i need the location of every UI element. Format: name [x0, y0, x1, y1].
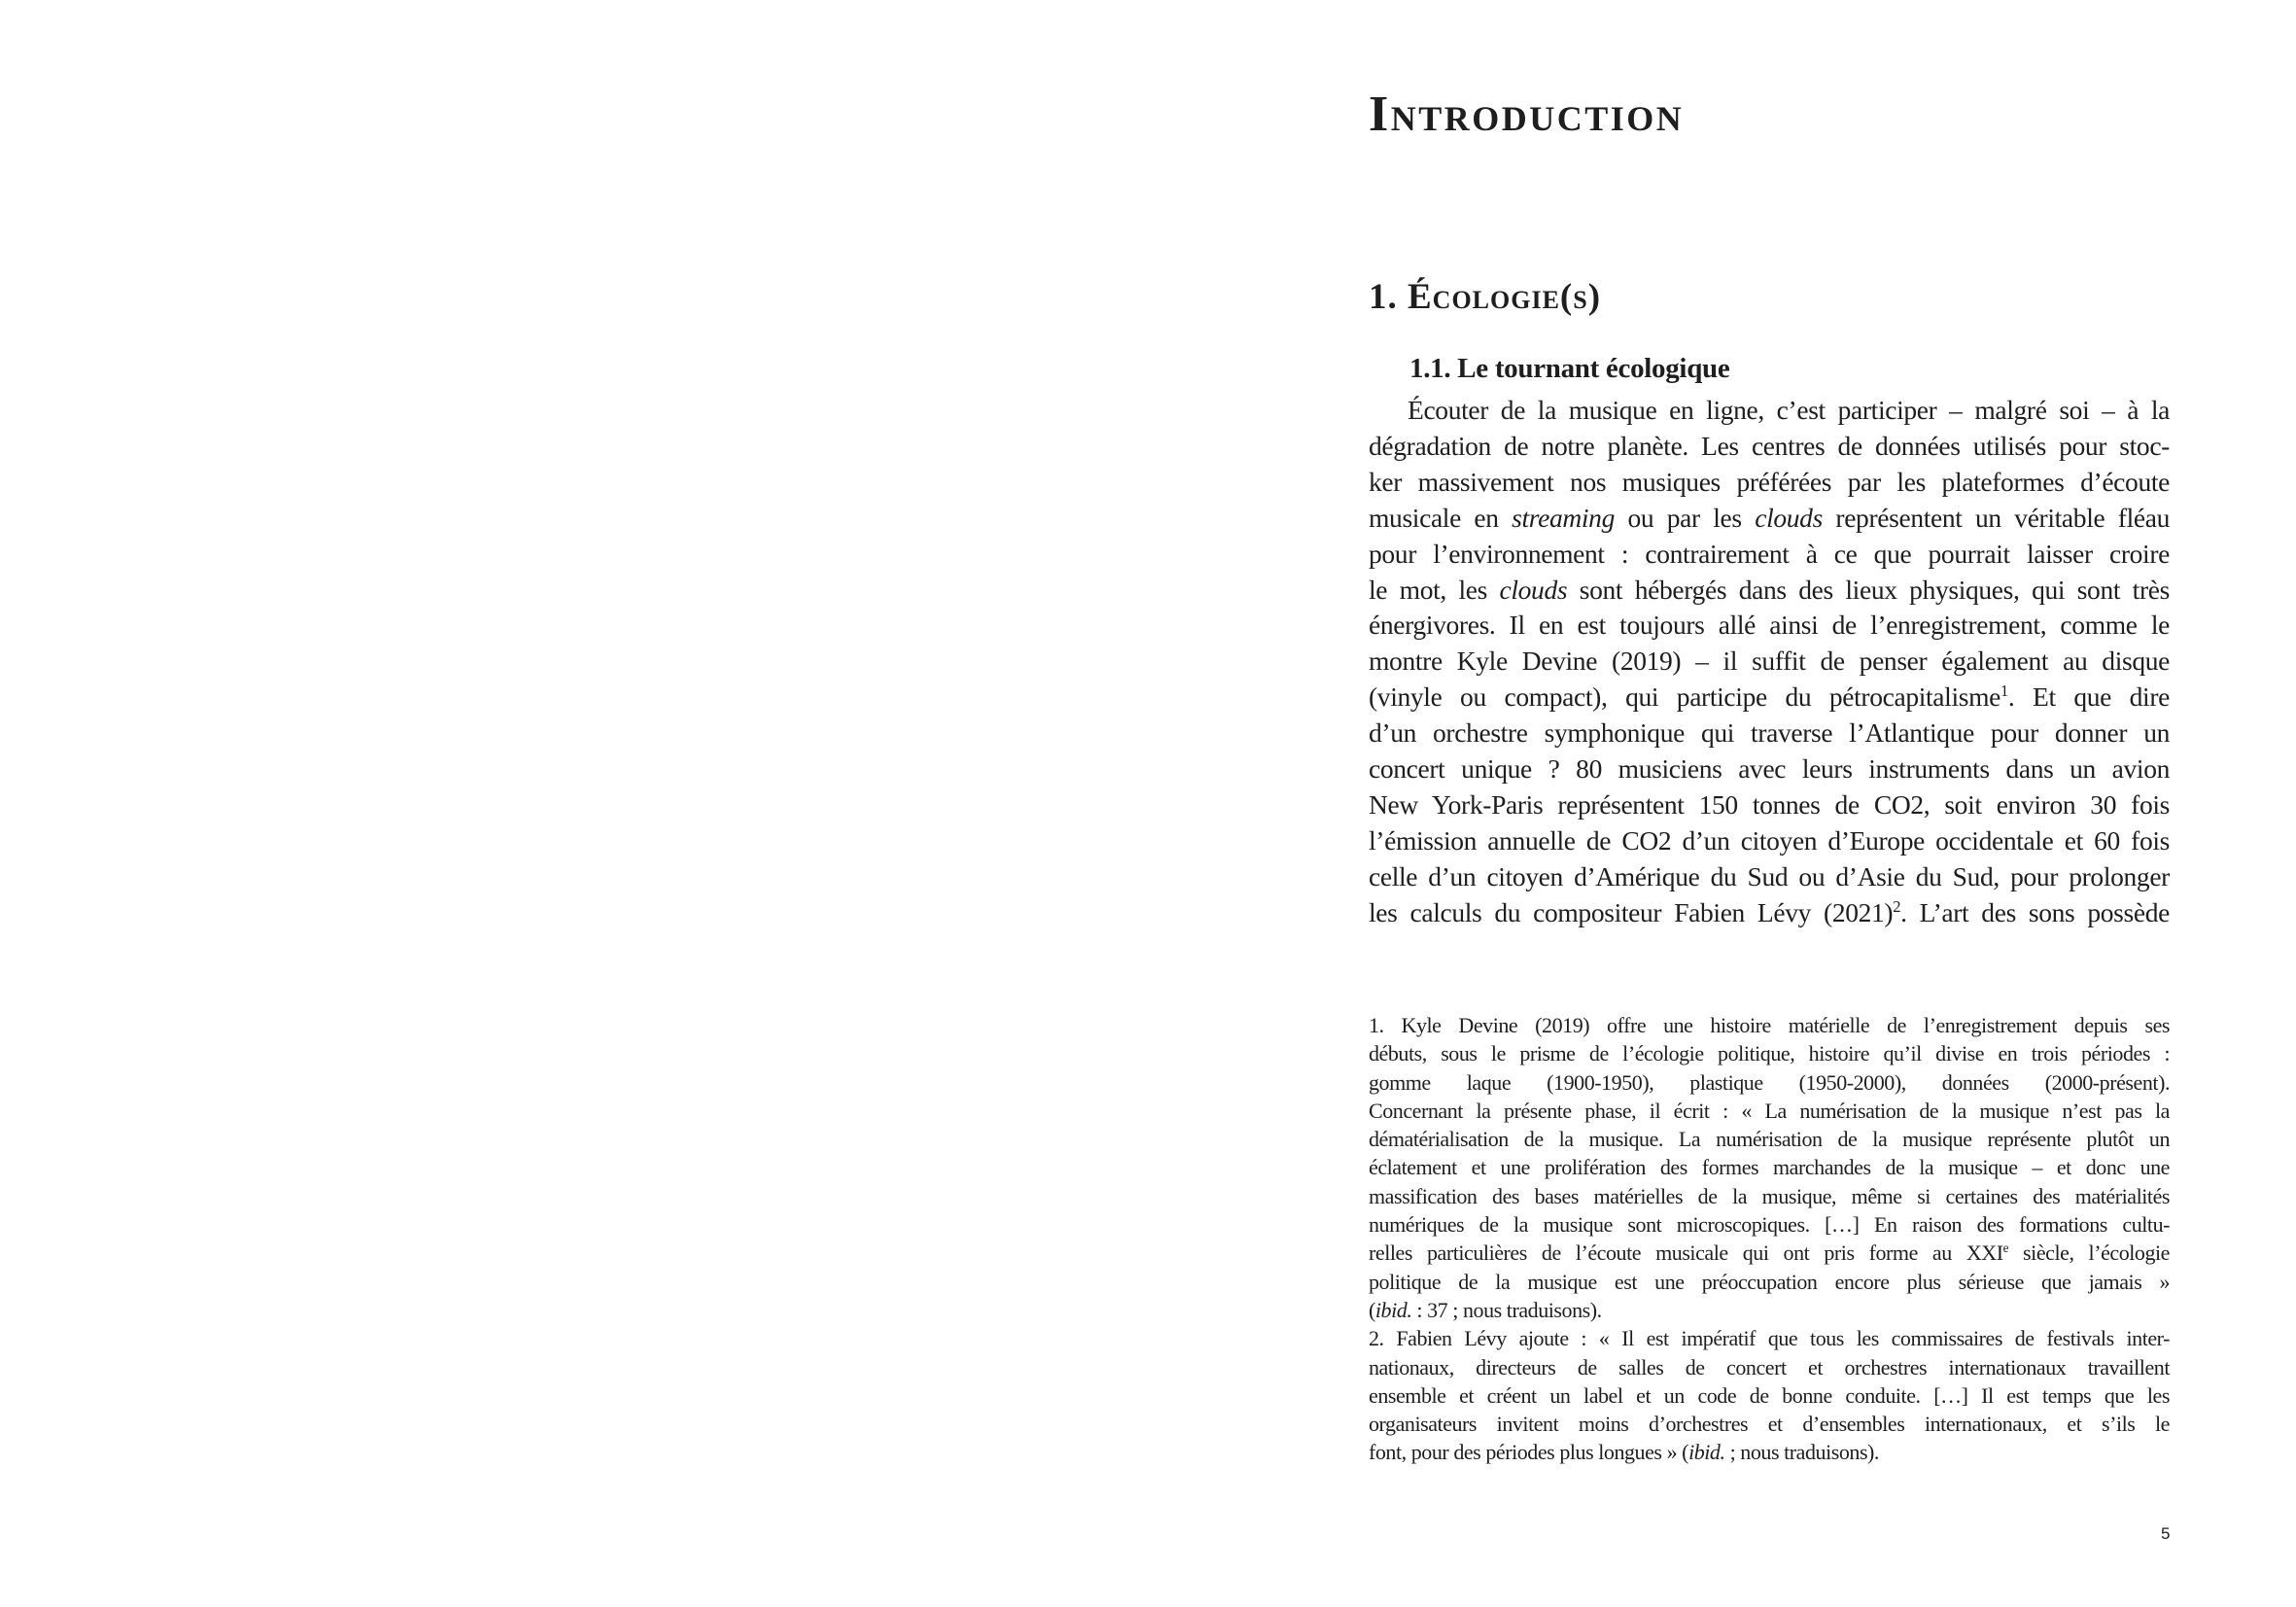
- text-segment: les calculs du compositeur Fabien Lévy (2021): [1369, 896, 1894, 927]
- text-segment: dématérialisation de la musique. La numérisation de la musique représente plutôt un: [1369, 1127, 2170, 1152]
- text-segment: débuts, sous le prisme de l’écologie politique, histoire qu’il divise en trois périodes :: [1369, 1041, 2170, 1066]
- section-heading: 1. Écologie(s): [1369, 277, 1602, 317]
- body-line: [1369, 859, 2170, 895]
- body-line: [1369, 429, 2170, 465]
- text-segment: montre Kyle Devine (2019) – il suffit de penser également au disque: [1369, 646, 2170, 677]
- text-segment: d’un orchestre symphonique qui traverse l’Atlantique pour donner un: [1369, 717, 2170, 749]
- text-segment: . L’art des sons possède: [1900, 896, 2170, 927]
- body-line: [1369, 501, 2170, 537]
- italic-text: ibid.: [1374, 1297, 1412, 1322]
- footnote-reference: 2: [1893, 896, 1901, 916]
- body-line: [1369, 393, 2170, 429]
- italic-text: clouds: [1499, 574, 1568, 605]
- footnote-line: [1369, 1182, 2170, 1210]
- chapter-title: Introduction: [1369, 87, 1685, 142]
- footnote-line: [1369, 1438, 2170, 1466]
- text-segment: énergivores. Il en est toujours allé ainsi de l’enregistrement, comme le: [1369, 610, 2170, 641]
- body-line: [1369, 644, 2170, 680]
- page-number: 5: [2161, 1524, 2171, 1543]
- text-segment: relles particulières de l’écoute musicale qui ont pris forme au XXI: [1369, 1240, 2003, 1266]
- footnote-line: [1369, 1353, 2170, 1381]
- text-segment: pour l’environnement : contrairement à ce que pourrait laisser croire: [1369, 538, 2170, 569]
- text-segment: New York-Paris représentent 150 tonnes de CO2, soit environ 30 fois: [1369, 788, 2170, 820]
- italic-text: streaming: [1512, 502, 1615, 533]
- text-segment: ker massivement nos musiques préférées par les plateformes d’écoute: [1369, 466, 2170, 497]
- body-line: [1369, 465, 2170, 501]
- footnote-line: [1369, 1125, 2170, 1153]
- text-segment: l’émission annuelle de CO2 d’un citoyen d’Europe occidentale et 60 fois: [1369, 824, 2170, 856]
- footnote-line: [1369, 1153, 2170, 1181]
- text-segment: font, pour des périodes plus longues » (: [1369, 1440, 1689, 1465]
- text-segment: massification des bases matérielles de la musique, même si certaines des matérialités: [1369, 1183, 2170, 1208]
- body-line: [1369, 680, 2170, 716]
- text-segment: ; nous traduisons).: [1724, 1440, 1879, 1465]
- footnote-line: [1369, 1068, 2170, 1097]
- text-segment: ensemble et créent un label et un code de bonne conduite. […] Il est temps que les: [1369, 1382, 2170, 1408]
- text-segment: numériques de la musique sont microscopiques. […] En raison des formations cultu-: [1369, 1212, 2170, 1238]
- text-segment: politique de la musique est une préoccupation encore plus sérieuse que jamais »: [1369, 1269, 2170, 1294]
- body-line: [1369, 608, 2170, 644]
- text-segment: 1. Kyle Devine (2019) offre une histoire matérielle de l’enregistrement depuis ses: [1369, 1013, 2170, 1037]
- text-segment: organisateurs invitent moins d’orchestres et d’ensembles internationaux, et s’ils le: [1369, 1412, 2170, 1437]
- body-line: [1369, 573, 2170, 609]
- text-segment: concert unique ? 80 musiciens avec leurs instruments dans un avion: [1369, 753, 2170, 785]
- body-line: [1369, 716, 2170, 751]
- footnote-reference: e: [2002, 1240, 2009, 1256]
- text-segment: sont hébergés dans des lieux physiques, qui sont très: [1567, 574, 2170, 605]
- footnote-line: [1369, 1210, 2170, 1239]
- text-segment: : 37 ; nous traduisons).: [1411, 1297, 1602, 1322]
- body-line: [1369, 751, 2170, 787]
- footnotes: [1369, 1011, 2170, 1467]
- text-segment: (: [1369, 1297, 1375, 1322]
- text-segment: musicale en: [1369, 502, 1513, 533]
- footnote-line: [1369, 1324, 2170, 1352]
- footnote-line: [1369, 1097, 2170, 1125]
- text-segment: éclatement et une prolifération des formes marchandes de la musique – et donc une: [1369, 1155, 2170, 1180]
- footnote-line: [1369, 1296, 2170, 1324]
- subsection-heading: 1.1. Le tournant écologique: [1409, 353, 1730, 384]
- footnote-reference: 1: [2000, 681, 2008, 701]
- text-segment: Écouter de la musique en ligne, c’est participer – malgré soi – à la: [1408, 395, 2170, 425]
- text-segment: siècle, l’écologie: [2008, 1240, 2170, 1266]
- body-line: [1369, 823, 2170, 859]
- text-segment: . Et que dire: [2007, 681, 2170, 713]
- footnote-line: [1369, 1239, 2170, 1267]
- text-segment: gomme laque (1900-1950), plastique (1950-2000), données (2000-présent).: [1369, 1069, 2170, 1095]
- footnote-line: [1369, 1011, 2170, 1039]
- text-segment: représentent un véritable fléau: [1822, 502, 2171, 533]
- body-line: [1369, 787, 2170, 823]
- text-segment: Concernant la présente phase, il écrit : « La numérisation de la musique n’est pas la: [1369, 1098, 2170, 1123]
- footnote-line: [1369, 1381, 2170, 1410]
- italic-text: clouds: [1755, 502, 1823, 533]
- text-segment: (vinyle ou compact), qui participe du pétrocapitalisme: [1369, 681, 2000, 713]
- body-line: [1369, 895, 2170, 931]
- text-segment: le mot, les: [1369, 574, 1500, 605]
- footnote-line: [1369, 1268, 2170, 1296]
- footnote-line: [1369, 1039, 2170, 1067]
- text-segment: celle d’un citoyen d’Amérique du Sud ou d’Asie du Sud, pour prolonger: [1369, 860, 2170, 891]
- footnote-line: [1369, 1410, 2170, 1438]
- body-text: [1369, 393, 2170, 931]
- body-line: [1369, 537, 2170, 573]
- text-segment: nationaux, directeurs de salles de concert et orchestres internationaux travaillent: [1369, 1354, 2170, 1380]
- text-segment: 2. Fabien Lévy ajoute : « Il est impératif que tous les commissaires de festivals inter-: [1369, 1326, 2170, 1351]
- italic-text: ibid.: [1688, 1440, 1725, 1465]
- text-segment: dégradation de notre planète. Les centres de données utilisés pour stoc-: [1369, 430, 2170, 461]
- text-segment: ou par les: [1614, 502, 1756, 533]
